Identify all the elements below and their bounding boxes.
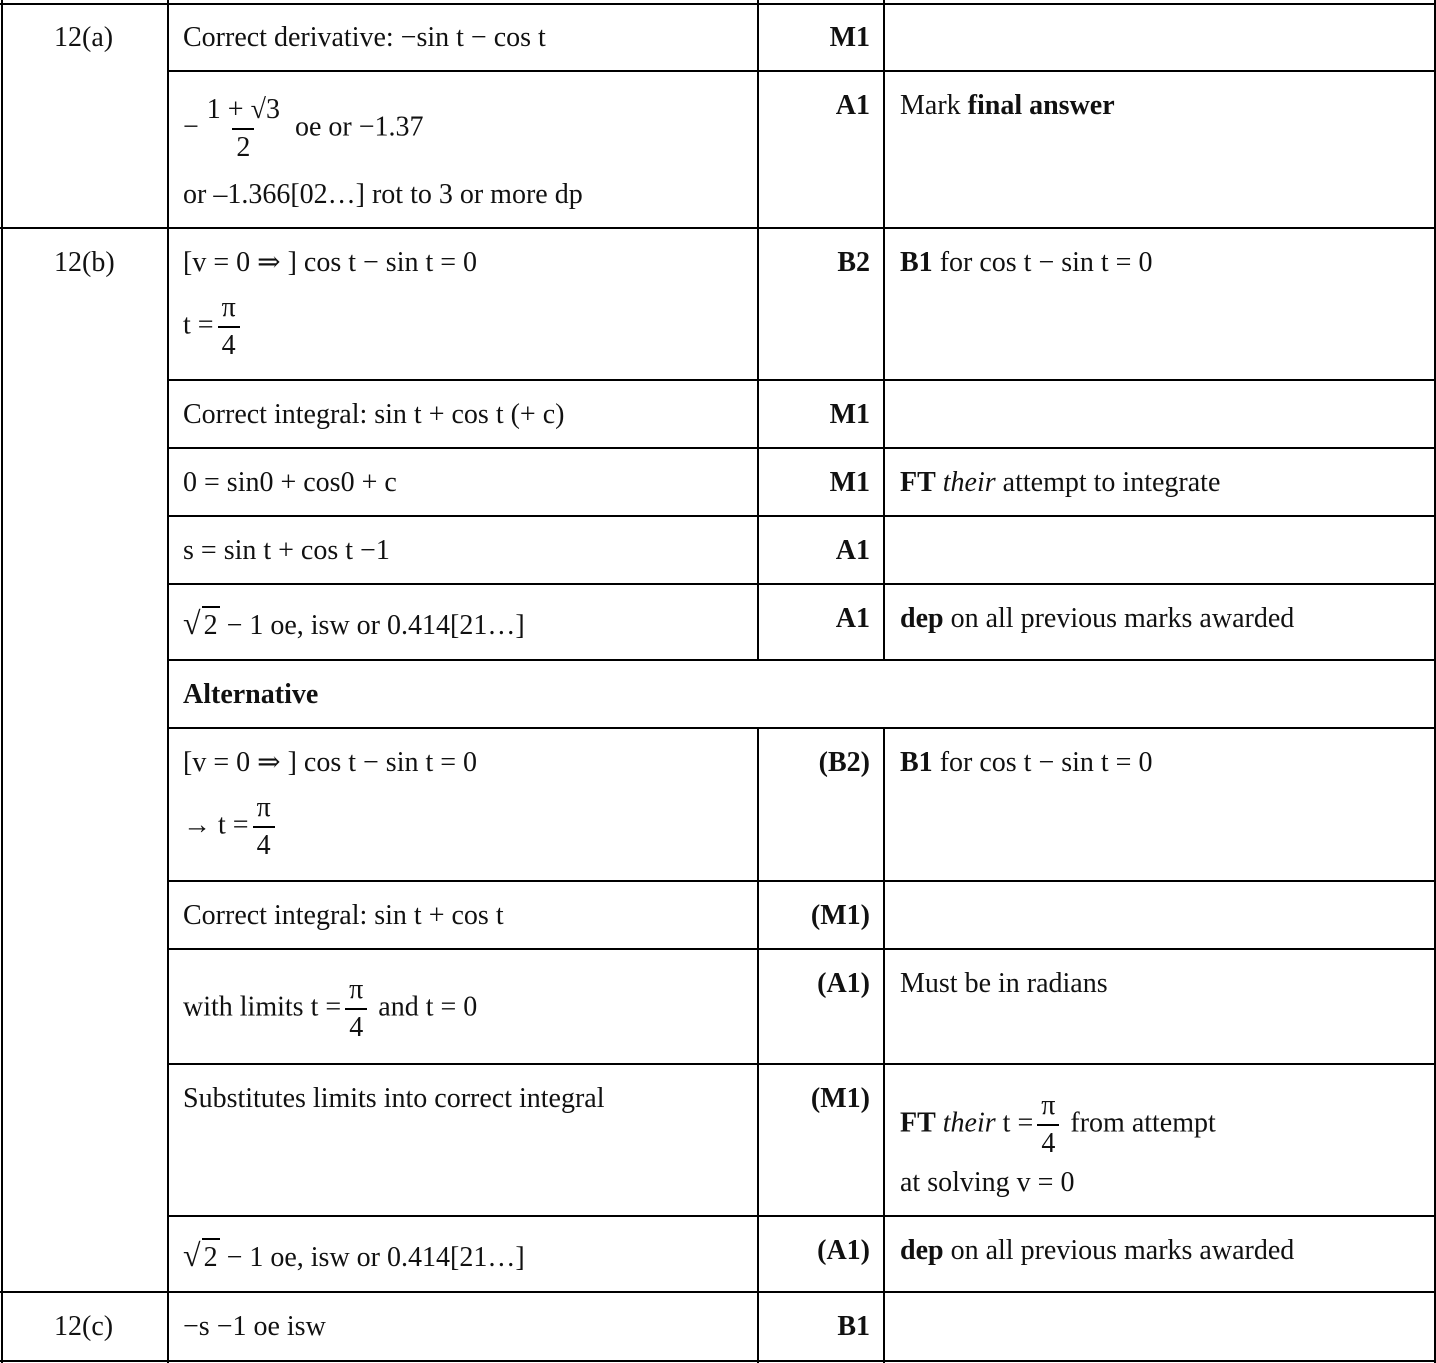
answer-text: − $\frac{1 + √3}{2}$ oe or −1.37 — [183, 94, 424, 163]
answer-text: with limits t = $\frac{\pi}{4}$ and t = 0 — [183, 974, 478, 1043]
guidance-text: dep on all previous marks awarded — [900, 1235, 1295, 1266]
question-number: 12(a) — [54, 22, 114, 53]
fraction: $\frac{1 + √3}{2}$ — [206, 94, 280, 163]
column-divider — [167, 0, 169, 1363]
question-number: 12(b) — [54, 247, 115, 278]
answer-text: √ 2 − 1 oe, isw or 0.414[21…] — [183, 1237, 525, 1276]
answer-text: Correct integral: sin t + cos t — [183, 900, 504, 931]
table-border-left — [1, 0, 3, 1363]
mark: M1 — [829, 467, 870, 498]
answer-text: Correct derivative: −sin t − cos t — [183, 22, 546, 53]
column-divider — [757, 0, 759, 660]
guidance-text: at solving v = 0 — [900, 1167, 1075, 1198]
row-divider — [0, 1291, 1436, 1293]
question-number: 12(c) — [54, 1311, 114, 1342]
fraction: $\frac{\pi}{4}$ — [253, 794, 275, 860]
mark: A1 — [835, 603, 870, 634]
column-divider — [883, 0, 885, 660]
row-divider — [168, 515, 1436, 517]
answer-text: Substitutes limits into correct integral — [183, 1083, 605, 1114]
fraction: $\frac{\pi}{4}$ — [345, 976, 367, 1042]
mark: (M1) — [810, 1083, 870, 1114]
row-divider — [168, 583, 1436, 585]
guidance-text: B1 for cos t − sin t = 0 — [900, 747, 1153, 778]
answer-text: or –1.366[02…] rot to 3 or more dp — [183, 179, 583, 210]
answer-text: [v = 0 ⇒ ] cos t − sin t = 0 — [183, 747, 478, 778]
answer-text: √ 2 − 1 oe, isw or 0.414[21…] — [183, 605, 525, 644]
row-divider — [168, 70, 1436, 72]
alternative-heading: Alternative — [183, 679, 319, 710]
table-border-top — [0, 3, 1436, 5]
column-divider — [757, 727, 759, 1363]
guidance-text: dep on all previous marks awarded — [900, 603, 1295, 634]
guidance-text: Mark final answer — [900, 90, 1115, 121]
row-divider — [168, 948, 1436, 950]
mark: A1 — [835, 90, 870, 121]
answer-text: → t = $\frac{\pi}{4}$ — [183, 794, 279, 860]
fraction: $\frac{\pi}{4}$ — [1037, 1092, 1059, 1158]
row-divider — [0, 227, 1436, 229]
guidance-text: B1 for cos t − sin t = 0 — [900, 247, 1153, 278]
column-divider — [883, 727, 885, 1363]
mark: B2 — [837, 247, 870, 278]
answer-text: Correct integral: sin t + cos t (+ c) — [183, 399, 565, 430]
mark: (M1) — [810, 900, 870, 931]
guidance-text: FT their attempt to integrate — [900, 467, 1221, 498]
mark: A1 — [835, 535, 870, 566]
row-divider — [168, 447, 1436, 449]
mark: M1 — [829, 399, 870, 430]
mark: (A1) — [817, 968, 870, 999]
guidance-text: FT their t = $\frac{\pi}{4}$ from attempt — [900, 1090, 1216, 1159]
row-divider — [168, 727, 1436, 729]
answer-text: t = $\frac{\pi}{4}$ — [183, 294, 244, 360]
row-divider — [168, 1215, 1436, 1217]
fraction: $\frac{\pi}{4}$ — [218, 294, 240, 360]
answer-text: −s −1 oe isw — [183, 1311, 326, 1342]
guidance-text: Must be in radians — [900, 968, 1108, 999]
table-border-bottom — [0, 1360, 1436, 1362]
row-divider — [168, 659, 1436, 661]
answer-text: 0 = sin0 + cos0 + c — [183, 467, 397, 498]
mark: B1 — [837, 1311, 870, 1342]
mark: (B2) — [818, 747, 870, 778]
row-divider — [168, 1063, 1436, 1065]
row-divider — [168, 880, 1436, 882]
answer-text: s = sin t + cos t −1 — [183, 535, 390, 566]
row-divider — [168, 379, 1436, 381]
mark: M1 — [829, 22, 870, 53]
mark: (A1) — [817, 1235, 870, 1266]
answer-text: [v = 0 ⇒ ] cos t − sin t = 0 — [183, 247, 478, 278]
